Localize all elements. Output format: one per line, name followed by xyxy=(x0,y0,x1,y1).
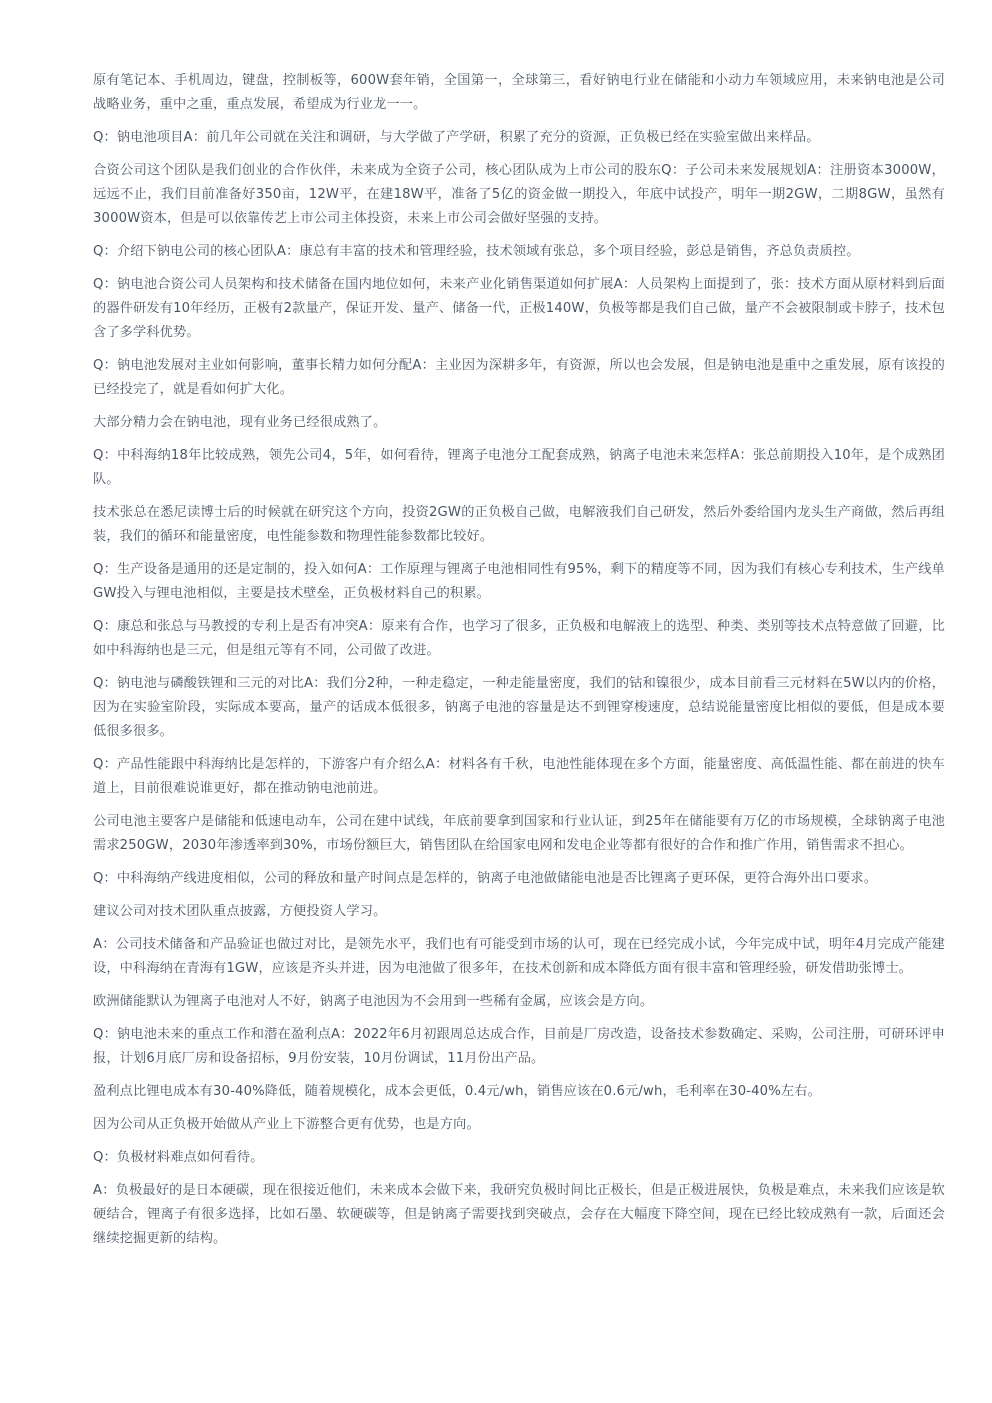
paragraph: 技术张总在悉尼读博士后的时候就在研究这个方向，投资2GW的正负极自己做，电解液我们自己研发，然后外委给国内龙头生产商做，然后再组装，我们的循环和能量密度，电性能参数和物理性能参数都比较好。 xyxy=(93,505,945,544)
paragraph: 原有笔记本、手机周边，键盘，控制板等，600W套年销，全国第一，全球第三，看好钠电行业在储能和小动力车领域应用，未来钠电池是公司战略业务，重中之重，重点发展，希望成为行业龙一一。 xyxy=(93,73,945,112)
paragraph: 建议公司对技术团队重点披露，方便投资人学习。 xyxy=(93,904,387,919)
paragraph: 公司电池主要客户是储能和低速电动车，公司在建中试线，年底前要拿到国家和行业认证，到25年在储能要有万亿的市场规模，全球钠离子电池需求250GW，2030年渗透率到30%，市场份额巨大，销售团队在给国家电网和发电企业等都有很好的合作和推广作用，销售需求不担心。 xyxy=(93,814,945,853)
paragraph: Q：介绍下钠电公司的核心团队A：康总有丰富的技术和管理经验，技术领域有张总，多个项目经验，彭总是销售，齐总负责质控。 xyxy=(93,244,860,259)
paragraph: Q：钠电池未来的重点工作和潜在盈利点A：2022年6月初跟周总达成合作，目前是厂房改造，设备技术参数确定、采购，公司注册，可研环评申报，计划6月底厂房和设备招标，9月份安装，10月份调试，11月份出产品。 xyxy=(93,1027,945,1066)
paragraph: A：负极最好的是日本硬碳，现在很接近他们，未来成本会做下来，我研究负极时间比正极长，但是正极进展快，负极是难点，未来我们应该是软硬结合，锂离子有很多选择，比如石墨、软硬碳等，但是钠离子需要找到突破点，会存在大幅度下降空间，现在已经比较成熟有一款，后面还会继续挖掘更新的结构。 xyxy=(93,1183,945,1246)
paragraph: Q：钠电池发展对主业如何影响，董事长精力如何分配A：主业因为深耕多年，有资源，所以也会发展，但是钠电池是重中之重发展，原有该投的已经投完了，就是看如何扩大化。 xyxy=(93,358,945,397)
paragraph: Q：生产设备是通用的还是定制的，投入如何A：工作原理与锂离子电池相同性有95%，剩下的精度等不同，因为我们有核心专利技术，生产线单GW投入与锂电池相似，主要是技术壁垒，正负极材料自己的积累。 xyxy=(93,562,945,601)
document-body xyxy=(93,69,945,1260)
paragraph: A：公司技术储备和产品验证也做过对比，是领先水平，我们也有可能受到市场的认可，现在已经完成小试，今年完成中试，明年4月完成产能建设，中科海纳在青海有1GW，应该是齐头并进，因为电池做了很多年，在技术创新和成本降低方面有很丰富和管理经验，研发借助张博士。 xyxy=(93,937,945,976)
paragraph: 盈利点比锂电成本有30-40%降低，随着规模化，成本会更低，0.4元/wh，销售应该在0.6元/wh，毛利率在30-40%左右。 xyxy=(93,1084,821,1099)
paragraph: Q：钠电池与磷酸铁锂和三元的对比A：我们分2种，一种走稳定，一种走能量密度，我们的钴和镍很少，成本目前看三元材料在5W以内的价格，因为在实验室阶段，实际成本要高，量产的话成本低很多，钠离子电池的容量是达不到锂穿梭速度，总结说能量密度比相似的要低，但是成本要低很多很多。 xyxy=(93,676,945,739)
paragraph: Q：中科海纳产线进度相似，公司的释放和量产时间点是怎样的，钠离子电池做储能电池是否比锂离子更环保，更符合海外出口要求。 xyxy=(93,871,878,886)
paragraph: Q：钠电池项目A：前几年公司就在关注和调研，与大学做了产学研，积累了充分的资源，正负极已经在实验室做出来样品。 xyxy=(93,130,820,145)
paragraph: 因为公司从正负极开始做从产业上下游整合更有优势，也是方向。 xyxy=(93,1117,480,1132)
paragraph: Q：中科海纳18年比较成熟，领先公司4，5年，如何看待，锂离子电池分工配套成熟，钠离子电池未来怎样A：张总前期投入10年，是个成熟团队。 xyxy=(93,448,945,487)
paragraph: Q：负极材料难点如何看待。 xyxy=(93,1150,264,1165)
paragraph: Q：产品性能跟中科海纳比是怎样的，下游客户有介绍么A：材料各有千秋，电池性能体现在多个方面，能量密度、高低温性能、都在前进的快车道上，目前很难说谁更好，都在推动钠电池前进。 xyxy=(93,757,945,796)
paragraph: Q：钠电池合资公司人员架构和技术储备在国内地位如何，未来产业化销售渠道如何扩展A：人员架构上面提到了，张：技术方面从原材料到后面的器件研发有10年经历，正极有2款量产，保证开发、量产、储备一代，正极140W，负极等都是我们自己做，量产不会被限制或卡脖子，技术包含了多学科优势。 xyxy=(93,277,945,340)
paragraph: 欧洲储能默认为锂离子电池对人不好，钠离子电池因为不会用到一些稀有金属，应该会是方向。 xyxy=(93,994,654,1009)
paragraph: 合资公司这个团队是我们创业的合作伙伴，未来成为全资子公司，核心团队成为上市公司的股东Q：子公司未来发展规划A：注册资本3000W，远远不止，我们目前准备好350亩，12W平，在建18W平，准备了5亿的资金做一期投入，年底中试投产，明年一期2GW，二期8GW，虽然有3000W资本，但是可以依靠传艺上市公司主体投资，未来上市公司会做好坚强的支持。 xyxy=(93,163,945,226)
paragraph: 大部分精力会在钠电池，现有业务已经很成熟了。 xyxy=(93,415,387,430)
paragraph: Q：康总和张总与马教授的专利上是否有冲突A：原来有合作，也学习了很多，正负极和电解液上的选型、种类、类别等技术点特意做了回避，比如中科海纳也是三元，但是组元等有不同，公司做了改进。 xyxy=(93,619,945,658)
